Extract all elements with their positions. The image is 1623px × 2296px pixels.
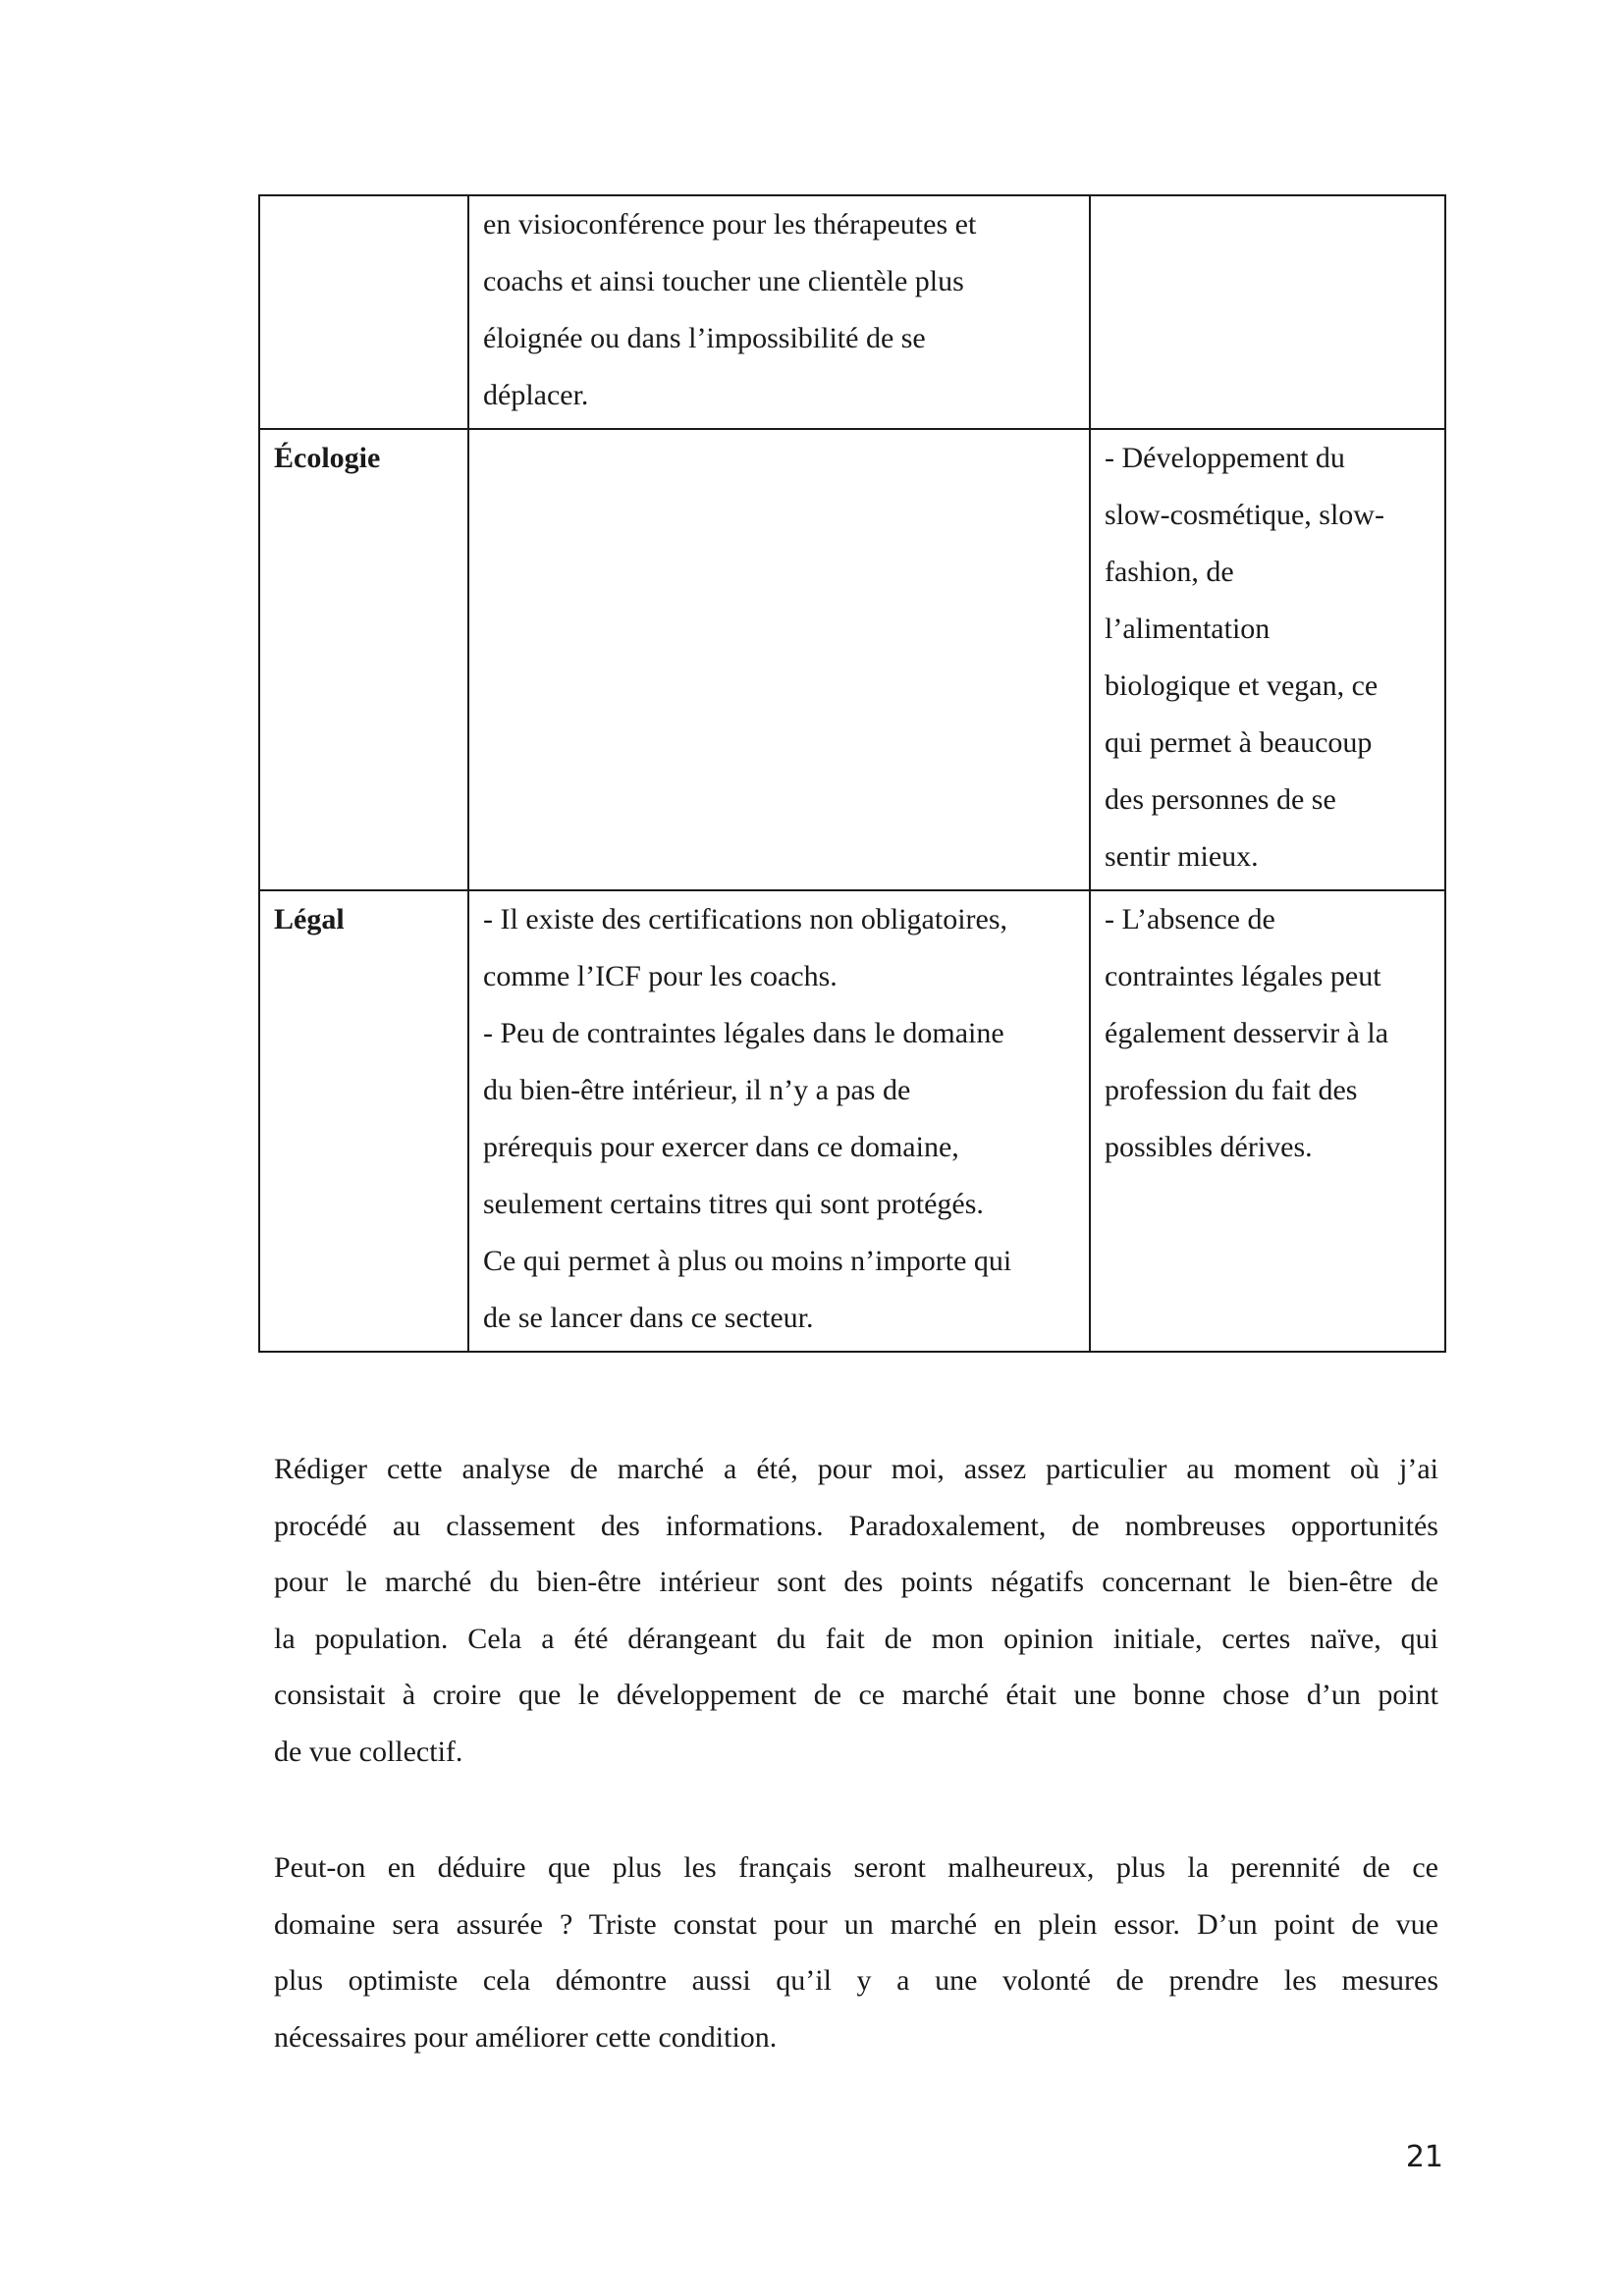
cell-line: des personnes de se	[1105, 783, 1336, 816]
cell-line: - Il existe des certifications non obligatoires,	[483, 903, 1008, 935]
cell-line: - Développement du	[1105, 442, 1345, 474]
cell-line: profession du fait des	[1105, 1074, 1358, 1106]
threats-cell	[1090, 890, 1445, 1352]
threats-cell	[1090, 429, 1445, 890]
cell-line: l’alimentation	[1105, 613, 1271, 645]
cell-line: slow-cosmétique, slow-	[1105, 499, 1384, 531]
paragraph-line: procédé au classement des informations. Paradoxalement, de nombreuses opportunités	[274, 1509, 1438, 1542]
table-row-legal	[259, 890, 1445, 1352]
table-row-continuation	[259, 195, 1445, 429]
cell-line: Ce qui permet à plus ou moins n’importe qui	[483, 1245, 1012, 1277]
cell-line: en visioconférence pour les thérapeutes et	[483, 208, 977, 240]
cell-line: du bien-être intérieur, il n’y a pas de	[483, 1074, 911, 1106]
body-paragraph-1	[274, 1441, 1438, 1781]
cell-line: prérequis pour exercer dans ce domaine,	[483, 1131, 959, 1163]
paragraph-line: la population. Cela a été dérangeant du fait de mon opinion initiale, certes naïve, qui	[274, 1622, 1438, 1655]
row-label-ecologie: Écologie	[274, 442, 381, 474]
paragraph-line: de vue collectif.	[274, 1735, 463, 1768]
body-paragraph-2	[274, 1840, 1438, 2065]
paragraph-line: Rédiger cette analyse de marché a été, pour moi, assez particulier au moment où j’ai	[274, 1453, 1438, 1485]
cell-line: éloignée ou dans l’impossibilité de se	[483, 322, 926, 354]
cell-line: de se lancer dans ce secteur.	[483, 1302, 814, 1334]
cell-line: sentir mieux.	[1105, 840, 1259, 873]
page-number: 21	[1405, 2140, 1443, 2174]
cell-line: - L’absence de	[1105, 903, 1275, 935]
row-label-cell	[259, 890, 468, 1352]
cell-line: qui permet à beaucoup	[1105, 726, 1373, 759]
table-row-ecologie	[259, 429, 1445, 890]
opportunities-cell	[468, 890, 1090, 1352]
cell-line: seulement certains titres qui sont protégés.	[483, 1188, 984, 1220]
cell-line: coachs et ainsi toucher une clientèle plus	[483, 265, 964, 297]
paragraph-line: nécessaires pour améliorer cette condition.	[274, 2020, 778, 2054]
paragraph-line: plus optimiste cela démontre aussi qu’il y a une volonté de prendre les mesures	[274, 1964, 1438, 1998]
pestel-table	[258, 194, 1446, 1353]
threats-cell	[1090, 195, 1445, 429]
opportunities-cell	[468, 195, 1090, 429]
cell-line: comme l’ICF pour les coachs.	[483, 960, 838, 992]
cell-line: fashion, de	[1105, 556, 1234, 588]
cell-line: déplacer.	[483, 379, 589, 411]
cell-line: contraintes légales peut	[1105, 960, 1381, 992]
paragraph-line: Peut-on en déduire que plus les français seront malheureux, plus la perennité de ce	[274, 1851, 1438, 1884]
paragraph-line: consistait à croire que le développement de ce marché était une bonne chose d’un point	[274, 1679, 1438, 1712]
row-label-cell	[259, 195, 468, 429]
cell-line: possibles dérives.	[1105, 1131, 1313, 1163]
cell-line: - Peu de contraintes légales dans le domaine	[483, 1017, 1004, 1049]
cell-line: également desservir à la	[1105, 1017, 1389, 1049]
row-label-cell	[259, 429, 468, 890]
opportunities-cell	[468, 429, 1090, 890]
paragraph-line: pour le marché du bien-être intérieur sont des points négatifs concernant le bien-être de	[274, 1566, 1438, 1599]
row-label-legal: Légal	[274, 903, 345, 935]
cell-line: biologique et vegan, ce	[1105, 669, 1379, 702]
paragraph-line: domaine sera assurée ? Triste constat pour un marché en plein essor. D’un point de vue	[274, 1907, 1438, 1941]
